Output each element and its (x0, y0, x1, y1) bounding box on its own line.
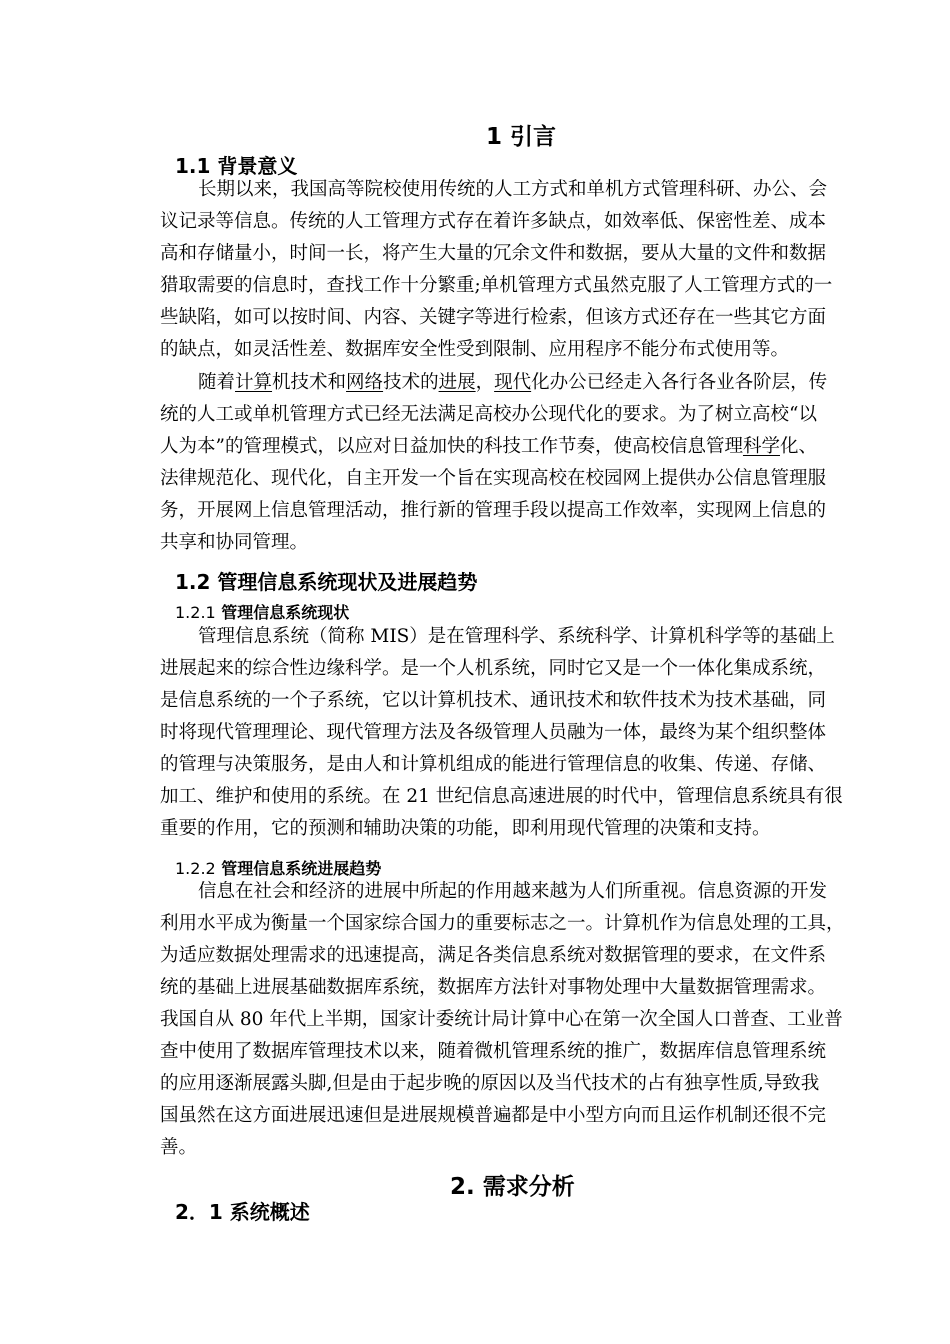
para2-text: 人为本”的管理模式，以应对日益加快的科技工作节奏，使高校信息管理 (160, 436, 743, 457)
mis-para-line: 的管理与决策服务，是由人和计算机组成的能进行管理信息的收集、传递、存储、 (160, 754, 827, 775)
chapter-2-title: 2. 需求分析 (450, 1174, 575, 1200)
trend-para-line: 国虽然在这方面进展迅速但是进展规模普遍都是中小型方向而且运作机制还很不完 (160, 1105, 827, 1126)
section-2-1-heading: 2．1 系统概述 (175, 1200, 310, 1224)
mis-para-line: 重要的作用，它的预测和辅助决策的功能，即利用现代管理的决策和支持。 (160, 818, 771, 839)
para2-line: 法律规范化、现代化，自主开发一个旨在实现高校在校园网上提供办公信息管理服 (160, 468, 827, 489)
para2-text: 技术的 (383, 372, 439, 393)
link-jisuan[interactable]: 计算 (235, 372, 273, 393)
trend-para-line: 为适应数据处理需求的迅速提高，满足各类信息系统对数据管理的要求，在文件系 (160, 945, 827, 966)
para2-text: 机技术和 (272, 372, 347, 393)
mis-para-line: 加工、维护和使用的系统。在 21 世纪信息高速进展的时代中，管理信息系统具有很 (160, 786, 843, 807)
para2-text: 化办公已经走入各行各业各阶层，传 (531, 372, 828, 393)
section-1-1-heading: 1.1 背景意义 (175, 154, 298, 178)
subsection-title: 管理信息系统现状 (221, 603, 350, 622)
trend-para-line: 统的基础上进展基础数据库系统，数据库方法针对事物处理中大量数据管理需求。 (160, 977, 827, 998)
trend-para-line: 的应用逐渐展露头脚,但是由于起步晚的原因以及当代技术的占有独享性质,导致我 (160, 1073, 820, 1094)
subsection-1-2-2-heading (175, 856, 381, 879)
trend-para-line: 查中使用了数据库管理技术以来，随着微机管理系统的推广，数据库信息管理系统 (160, 1041, 827, 1062)
mis-para-line: 是信息系统的一个子系统，它以计算机技术、通讯技术和软件技术为技术基础，同 (160, 690, 827, 711)
para1-line: 议记录等信息。传统的人工管理方式存在着许多缺点，如效率低、保密性差、成本 (160, 211, 827, 232)
para2-line: 务，开展网上信息管理活动，推行新的管理手段以提高工作效率，实现网上信息的 (160, 500, 827, 521)
trend-para-line: 我国自从 80 年代上半期，国家计委统计局计算中心在第一次全国人口普查、工业普 (160, 1009, 843, 1030)
link-xiandai[interactable]: 现代 (494, 372, 532, 393)
para1-line: 的缺点，如灵活性差、数据库安全性受到限制、应用程序不能分布式使用等。 (160, 339, 790, 360)
para1-line: 猎取需要的信息时，查找工作十分繁重;单机管理方式虽然克服了人工管理方式的一 (160, 275, 833, 296)
trend-para-line: 利用水平成为衡量一个国家综合国力的重要标志之一。计算机作为信息处理的工具， (160, 913, 845, 934)
subsection-1-2-1-heading (175, 600, 349, 623)
para2-line (160, 438, 817, 457)
subsection-number: 1.2.2 (175, 859, 216, 878)
chapter-1-title: 1 引言 (486, 124, 557, 150)
para2-line: 统的人工或单机管理方式已经无法满足高校办公现代化的要求。为了树立高校“以 (160, 404, 817, 425)
link-wangluo[interactable]: 网络 (346, 372, 384, 393)
trend-para-line: 信息在社会和经济的进展中所起的作用越来越为人们所重视。信息资源的开发 (198, 881, 828, 902)
para2-text: ， (475, 372, 495, 393)
para2-line (198, 374, 827, 393)
para2-text: 随着 (198, 372, 236, 393)
para1-line: 高和存储量小，时间一长，将产生大量的冗余文件和数据，要从大量的文件和数据 (160, 243, 827, 264)
para1-line: 长期以来，我国高等院校使用传统的人工方式和单机方式管理科研、办公、会 (198, 179, 828, 200)
link-kexue[interactable]: 科学 (742, 436, 780, 457)
subsection-title: 管理信息系统进展趋势 (221, 859, 382, 878)
trend-para-line: 善。 (160, 1137, 198, 1158)
mis-para-line: 时将现代管理理论、现代管理方法及各级管理人员融为一体，最终为某个组织整体 (160, 722, 827, 743)
section-1-2-heading: 1.2 管理信息系统现状及进展趋势 (175, 570, 478, 594)
mis-para-line: 进展起来的综合性边缘科学。是一个人机系统，同时它又是一个一体化集成系统， (160, 658, 827, 679)
subsection-number: 1.2.1 (175, 603, 216, 622)
mis-para-line: 管理信息系统（简称 MIS）是在管理科学、系统科学、计算机科学等的基础上 (198, 626, 835, 647)
para2-line: 共享和协同管理。 (160, 532, 309, 553)
para1-line: 些缺陷，如可以按时间、内容、关键字等进行检索，但该方式还存在一些其它方面 (160, 307, 827, 328)
link-jinzhan[interactable]: 进展 (438, 372, 476, 393)
para2-text: 化、 (779, 436, 817, 457)
